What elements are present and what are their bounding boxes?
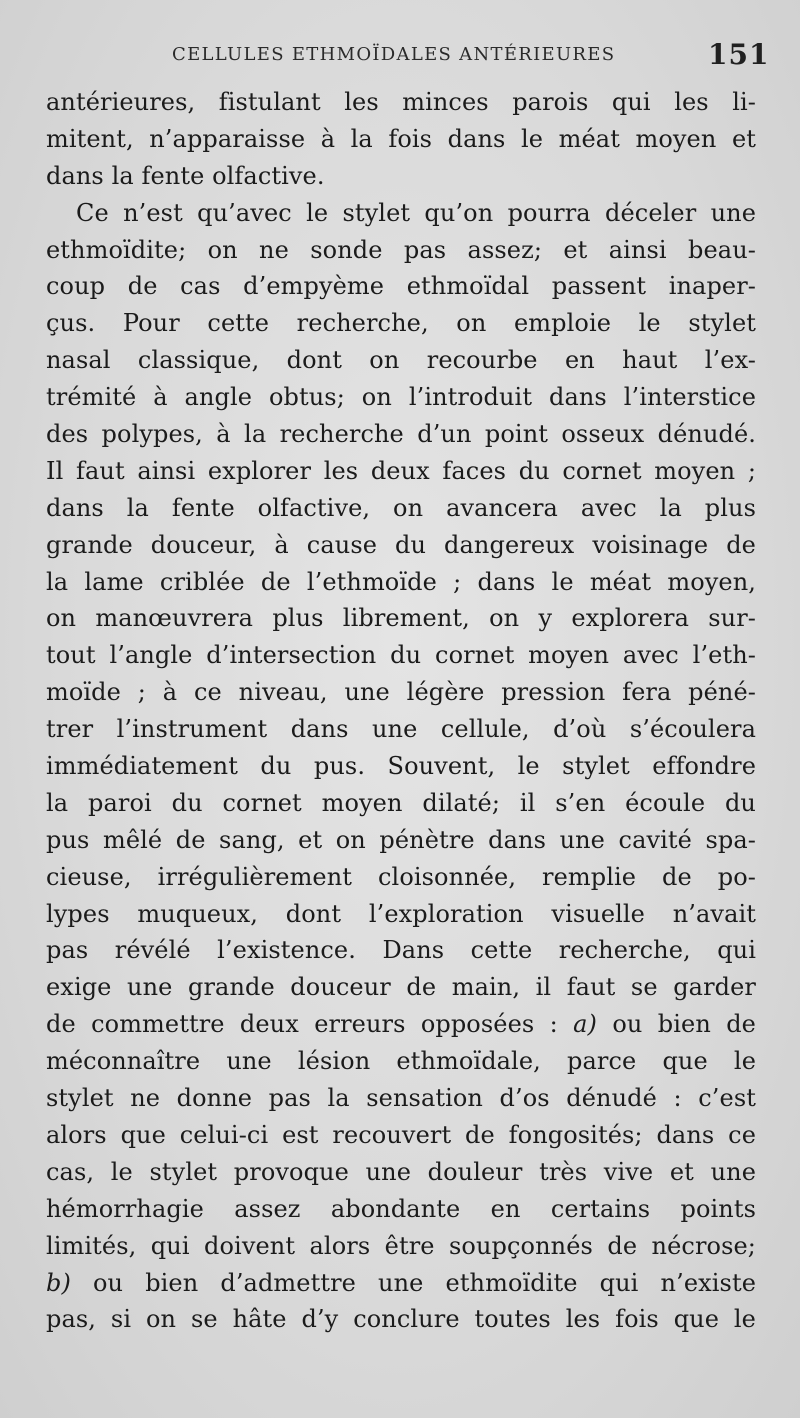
text-line: coup de cas d’empyème ethmoïdal passent inaper- xyxy=(46,272,756,301)
text-line: mitent, n’apparaisse à la fois dans le méat moyen et xyxy=(46,124,756,153)
text-line: exige une grande douceur de main, il faut se garder xyxy=(46,973,756,1002)
text-line: stylet ne donne pas la sensation d’os dénudé : c’est xyxy=(46,1084,756,1113)
italic-word: a) xyxy=(573,1010,598,1039)
text-line: dans la fente olfactive, on avancera avec la plus xyxy=(46,493,756,522)
text-line: Ce n’est qu’avec le stylet qu’on pourra déceler une xyxy=(76,198,756,227)
page-number: 151 xyxy=(708,38,770,71)
text-line: pas, si on se hâte d’y conclure toutes les fois que le xyxy=(46,1305,756,1334)
text-line: nasal classique, dont on recourbe en haut l’ex- xyxy=(46,346,756,375)
text-line: méconnaître une lésion ethmoïdale, parce que le xyxy=(46,1047,756,1076)
text-line: de commettre deux erreurs opposées : a) ou bien de xyxy=(46,1010,756,1039)
text-line: cas, le stylet provoque une douleur très vive et une xyxy=(46,1157,756,1186)
italic-word: b) xyxy=(46,1268,71,1297)
text-line: tout l’angle d’intersection du cornet moyen avec l’eth- xyxy=(46,641,756,670)
text-line: trémité à angle obtus; on l’introduit dans l’interstice xyxy=(46,383,756,412)
text-line: on manœuvrera plus librement, on y explorera sur- xyxy=(46,604,756,633)
text-line: ethmoïdite; on ne sonde pas assez; et ainsi beau- xyxy=(46,235,756,264)
text-line: grande douceur, à cause du dangereux voisinage de xyxy=(46,530,756,559)
text-line: çus. Pour cette recherche, on emploie le stylet xyxy=(46,309,756,338)
text-line: b) ou bien d’admettre une ethmoïdite qui n’existe xyxy=(46,1268,756,1297)
text-line: pas révélé l’existence. Dans cette recherche, qui xyxy=(46,936,756,965)
text-line: lypes muqueux, dont l’exploration visuelle n’avait xyxy=(46,899,756,928)
text-line: des polypes, à la recherche d’un point osseux dénudé. xyxy=(46,420,756,449)
text-line: dans la fente olfactive. xyxy=(46,161,325,190)
running-head xyxy=(0,40,800,74)
text-line: antérieures, fistulant les minces parois qui les li- xyxy=(46,88,756,116)
text-line: immédiatement du pus. Souvent, le stylet effondre xyxy=(46,752,756,781)
body-text xyxy=(46,84,756,1338)
text-line: moïde ; à ce niveau, une légère pression fera péné- xyxy=(46,678,756,707)
text-line: cieuse, irrégulièrement cloisonnée, remplie de po- xyxy=(46,862,756,891)
text-line: hémorrhagie assez abondante en certains points xyxy=(46,1194,756,1223)
text-line: alors que celui-ci est recouvert de fongosités; dans ce xyxy=(46,1120,756,1149)
running-head-title: CELLULES ETHMOÏDALES ANTÉRIEURES xyxy=(172,44,616,65)
text-line: la lame criblée de l’ethmoïde ; dans le méat moyen, xyxy=(46,567,756,596)
text-line: Il faut ainsi explorer les deux faces du cornet moyen ; xyxy=(46,456,756,485)
text-line: pus mêlé de sang, et on pénètre dans une cavité spa- xyxy=(46,825,756,854)
text-line: trer l’instrument dans une cellule, d’où s’écoulera xyxy=(46,715,756,744)
text-line: la paroi du cornet moyen dilaté; il s’en écoule du xyxy=(46,788,756,817)
text-line: limités, qui doivent alors être soupçonnés de nécrose; xyxy=(46,1231,756,1260)
